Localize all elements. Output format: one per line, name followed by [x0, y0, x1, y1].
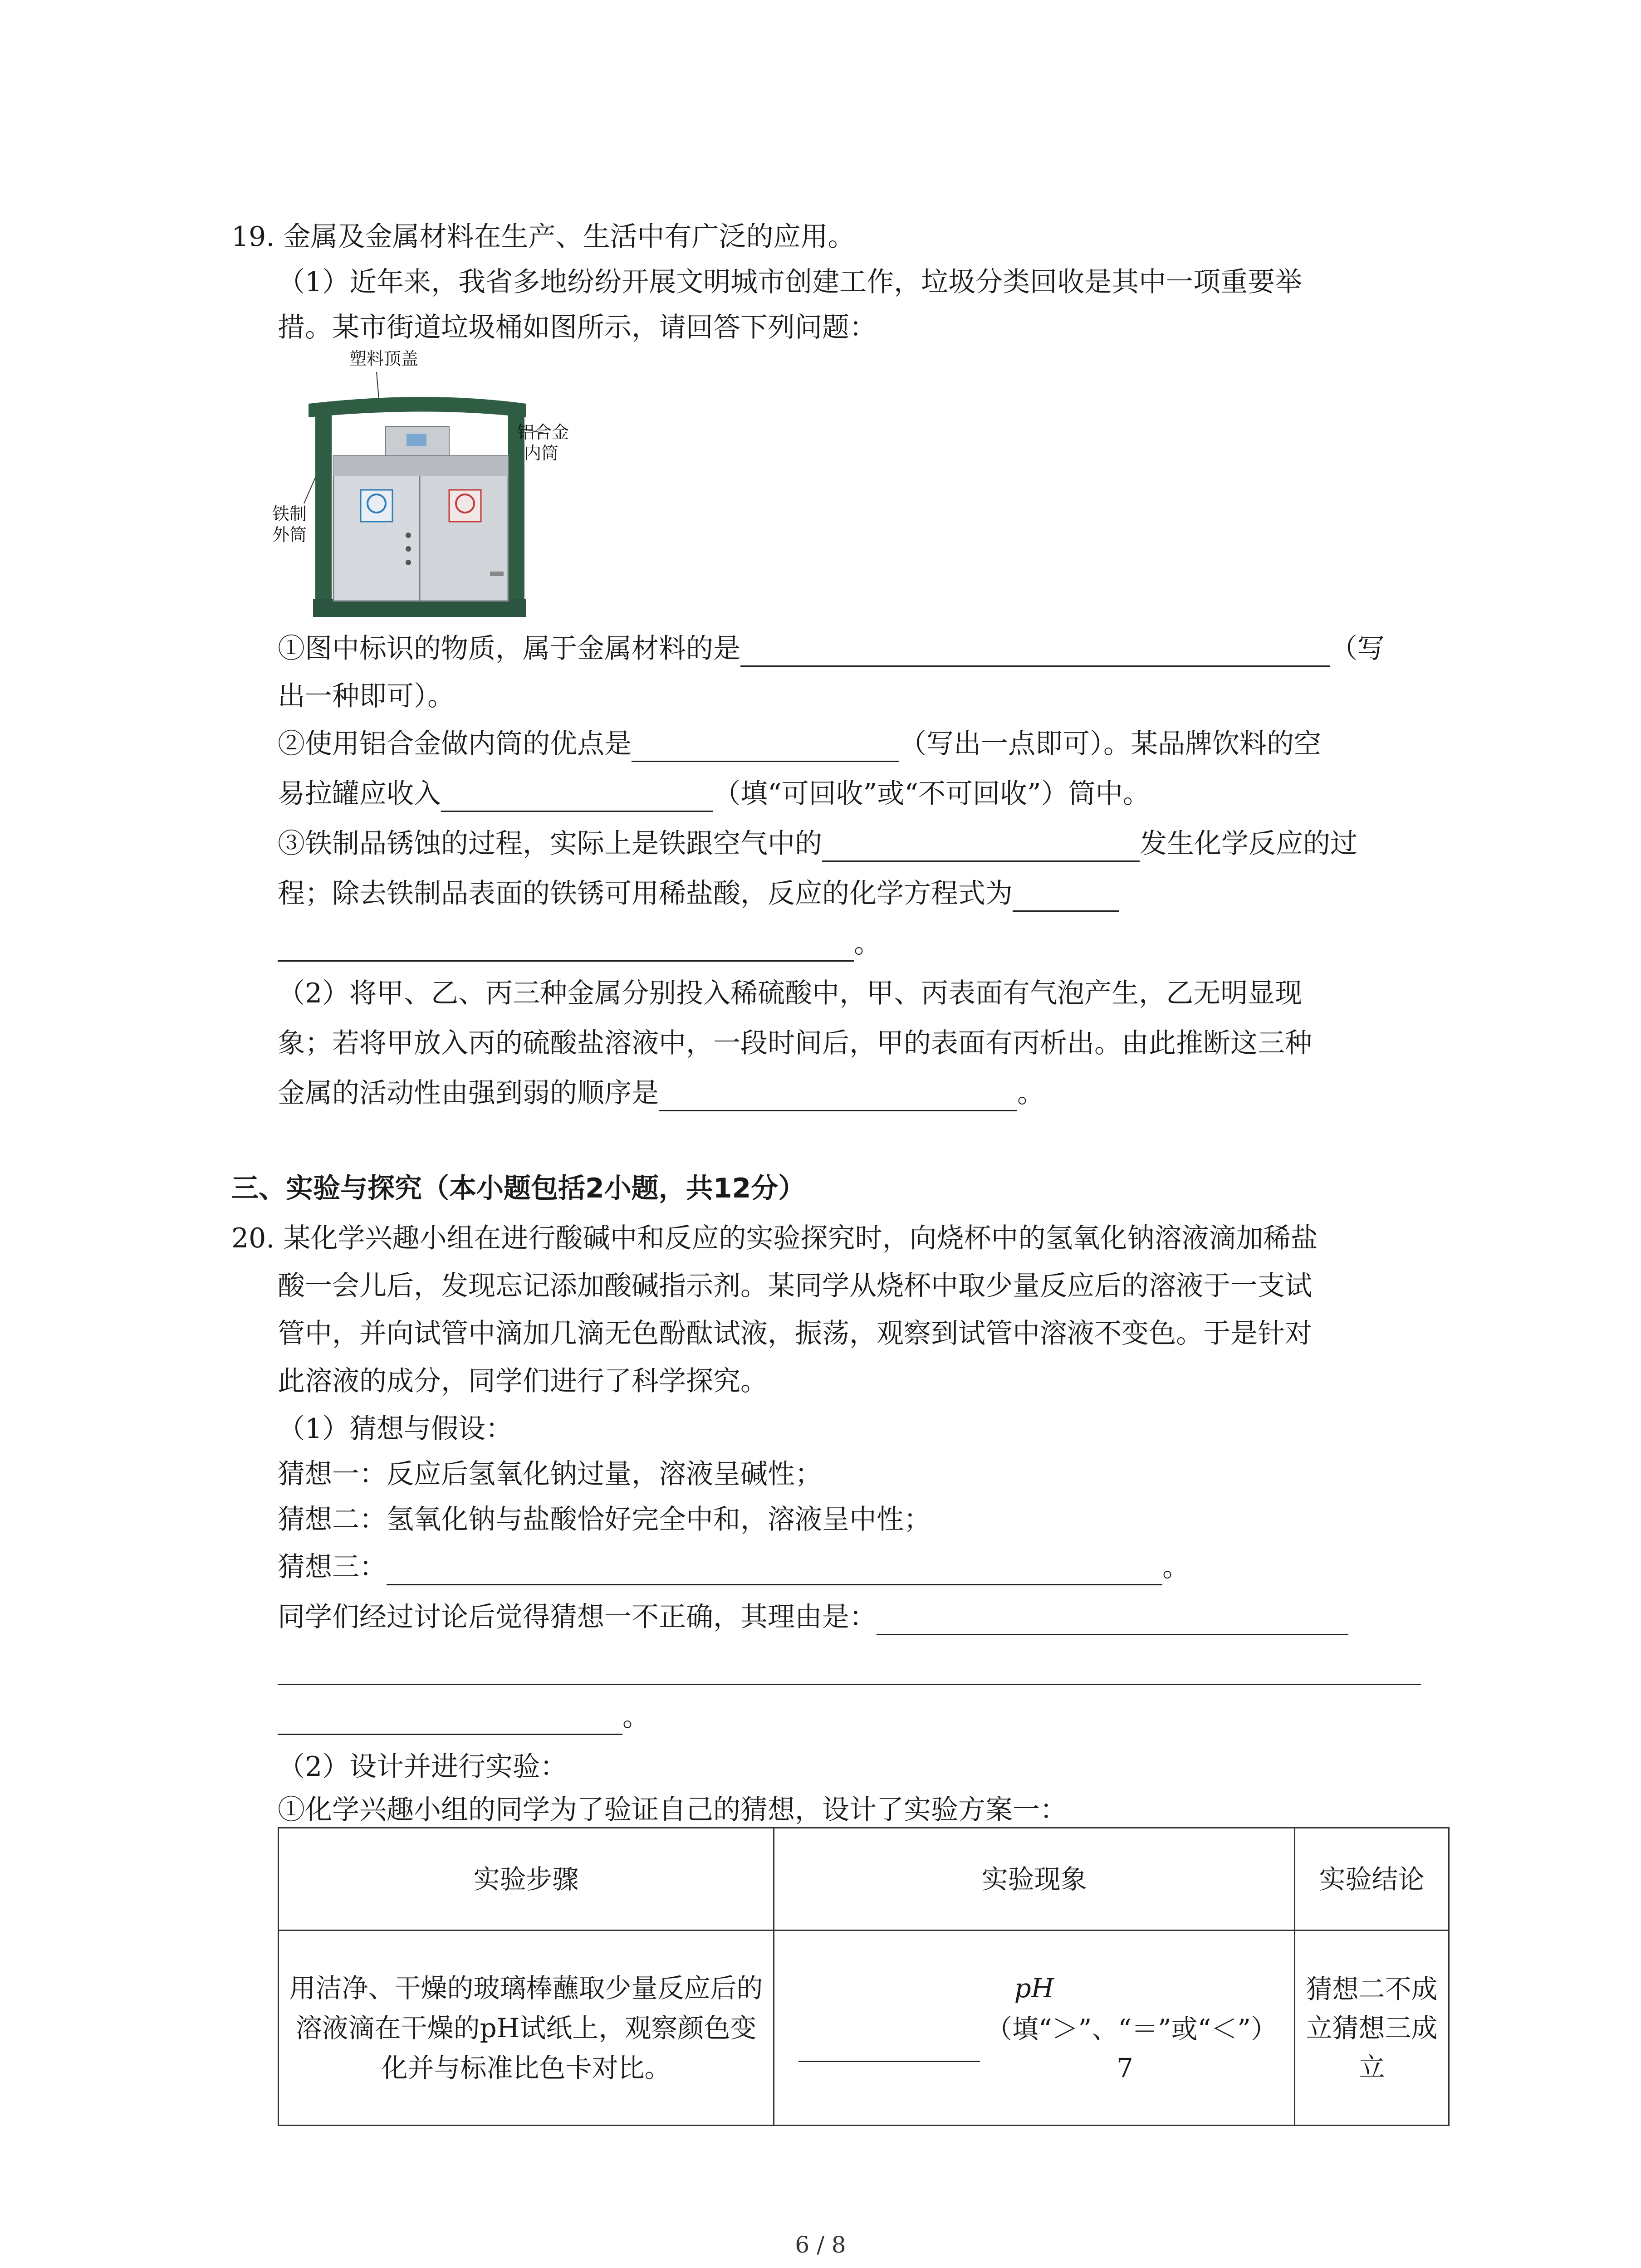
label-aluminum-2: 内筒: [524, 443, 559, 463]
q19-p2-line3: [278, 1075, 1044, 1111]
q20-reason-text: 同学们经过讨论后觉得猜想一不正确，其理由是：: [278, 1601, 877, 1633]
q19-s3-end: 。: [854, 928, 881, 959]
q19-s2-line1: [278, 726, 1321, 762]
answer-blank-activity-order[interactable]: [659, 1082, 1017, 1111]
ph-answer-row: [783, 2009, 1286, 2087]
table-header-phenomenon: 实验现象: [774, 1828, 1295, 1931]
q19-p1-line1: （1）近年来，我省多地纷纷开展文明城市创建工作，垃圾分类回收是其中一项重要举: [278, 266, 1303, 298]
q20-h3-end: 。: [1162, 1551, 1190, 1583]
answer-blank-ph[interactable]: [798, 2034, 980, 2062]
q20-design: （2）设计并进行实验：: [278, 1751, 568, 1783]
answer-blank-reason-1[interactable]: [877, 1606, 1348, 1635]
q19-p2-text: 金属的活动性由强到弱的顺序是: [278, 1077, 659, 1109]
q19-s1-line2: 出一种即可）。: [278, 680, 455, 712]
q19-s2-text4: （填“可回收”或“不可回收”）筒中。: [713, 778, 1150, 810]
q20-line1: 20. 某化学兴趣小组在进行酸碱中和反应的实验探究时，向烧杯中的氢氧化钠溶液滴加稀盐: [231, 1222, 1318, 1254]
q20-hypothesis-1: 猜想一：反应后氢氧化钠过量，溶液呈碱性；: [278, 1458, 822, 1490]
q19-s2-text2: （写出一点即可）。某品牌饮料的空: [899, 728, 1321, 760]
experiment-table: [278, 1827, 1450, 2126]
table-cell-conclusion: 猜想二不成立猜想三成立: [1295, 1931, 1449, 2126]
q20-reason-line3: [278, 1699, 650, 1735]
section-title: 三、实验与探究（本小题包括2小题，共12分）: [231, 1173, 806, 1204]
page-number: 6 / 8: [795, 2232, 846, 2258]
q19-s1-line1: [278, 631, 1385, 667]
q19-p2-line2: 象；若将甲放入丙的硫酸盐溶液中，一段时间后，甲的表面有丙析出。由此推断这三种: [278, 1027, 1312, 1059]
q20-hypothesis-3: [278, 1549, 1190, 1585]
q20-plan: ①化学兴趣小组的同学为了验证自己的猜想，设计了实验方案一：: [278, 1794, 1067, 1826]
answer-blank-air-component[interactable]: [822, 832, 1140, 862]
q20-line2: 酸一会儿后，发现忘记添加酸碱指示剂。某同学从烧杯中取少量反应后的溶液于一支试: [278, 1270, 1312, 1302]
answer-blank-hypothesis-3[interactable]: [387, 1556, 1162, 1585]
q19-s3-line2: [278, 875, 1119, 912]
table-cell-step: 用洁净、干燥的玻璃棒蘸取少量反应后的溶液滴在干燥的pH试纸上，观察颜色变化并与标准比色卡对比。: [279, 1931, 774, 2126]
table-row: [279, 1931, 1449, 2126]
table-header-row: [279, 1828, 1449, 1931]
answer-blank-recycle[interactable]: [441, 782, 713, 812]
q19-s3-text2: 发生化学反应的过: [1140, 828, 1357, 860]
q19-s3-text: ③铁制品锈蚀的过程，实际上是铁跟空气中的: [278, 828, 822, 860]
label-aluminum-1: 铝合金: [517, 422, 569, 442]
label-iron-2: 外筒: [272, 525, 307, 545]
q19-s2-line2: [278, 776, 1150, 812]
answer-blank-advantage[interactable]: [632, 733, 899, 762]
answer-blank-equation-start[interactable]: [1013, 882, 1119, 912]
q19-header: 19. 金属及金属材料在生产、生活中有广泛的应用。: [231, 221, 855, 253]
q19-p2-end: 。: [1017, 1077, 1044, 1109]
trash-bin-figure: [272, 349, 599, 621]
trash-bin-illustration: [272, 354, 599, 621]
ph-label: pH: [1014, 1972, 1054, 2004]
q20-hypothesis-2: 猜想二：氢氧化钠与盐酸恰好完全中和，溶液呈中性；: [278, 1504, 931, 1535]
table-cell-phenomenon: [774, 1931, 1295, 2126]
table-header-step: 实验步骤: [279, 1828, 774, 1931]
ph-fill-instruction: （填“＞”、“＝”或“＜”）7: [986, 2013, 1264, 2083]
q19-s3-line1: [278, 826, 1357, 862]
q20-hypothesis-title: （1）猜想与假设：: [278, 1413, 513, 1445]
q19-p2-line1: （2）将甲、乙、丙三种金属分别投入稀硫酸中，甲、丙表面有气泡产生，乙无明显现: [278, 978, 1303, 1009]
table-header-conclusion: 实验结论: [1295, 1828, 1449, 1931]
q19-p1-line2: 措。某市街道垃圾桶如图所示，请回答下列问题：: [278, 312, 877, 343]
q19-s2-text3: 易拉罐应收入: [278, 778, 441, 810]
q20-h3-label: 猜想三：: [278, 1551, 387, 1583]
q19-s1-tail: （写: [1330, 633, 1385, 665]
answer-blank-reason-3[interactable]: [278, 1706, 622, 1735]
q19-s2-text: ②使用铝合金做内筒的优点是: [278, 728, 632, 760]
q20-line3: 管中，并向试管中滴加几滴无色酚酞试液，振荡，观察到试管中溶液不变色。于是针对: [278, 1318, 1312, 1349]
answer-blank-equation[interactable]: [278, 932, 854, 962]
q20-reason-line: [278, 1599, 1348, 1635]
q20-reason-end: 。: [622, 1701, 650, 1733]
q19-s3-text3: 程；除去铁制品表面的铁锈可用稀盐酸，反应的化学方程式为: [278, 878, 1013, 909]
answer-blank-metal-material[interactable]: [740, 637, 1330, 667]
label-plastic-top: 塑料顶盖: [349, 349, 419, 369]
q19-s1-text: ①图中标识的物质，属于金属材料的是: [278, 633, 740, 665]
label-iron-1: 铁制: [272, 504, 307, 524]
q19-s3-line3: [278, 925, 881, 962]
q20-line4: 此溶液的成分，同学们进行了科学探究。: [278, 1365, 768, 1397]
answer-blank-reason-2[interactable]: [278, 1684, 1421, 1685]
